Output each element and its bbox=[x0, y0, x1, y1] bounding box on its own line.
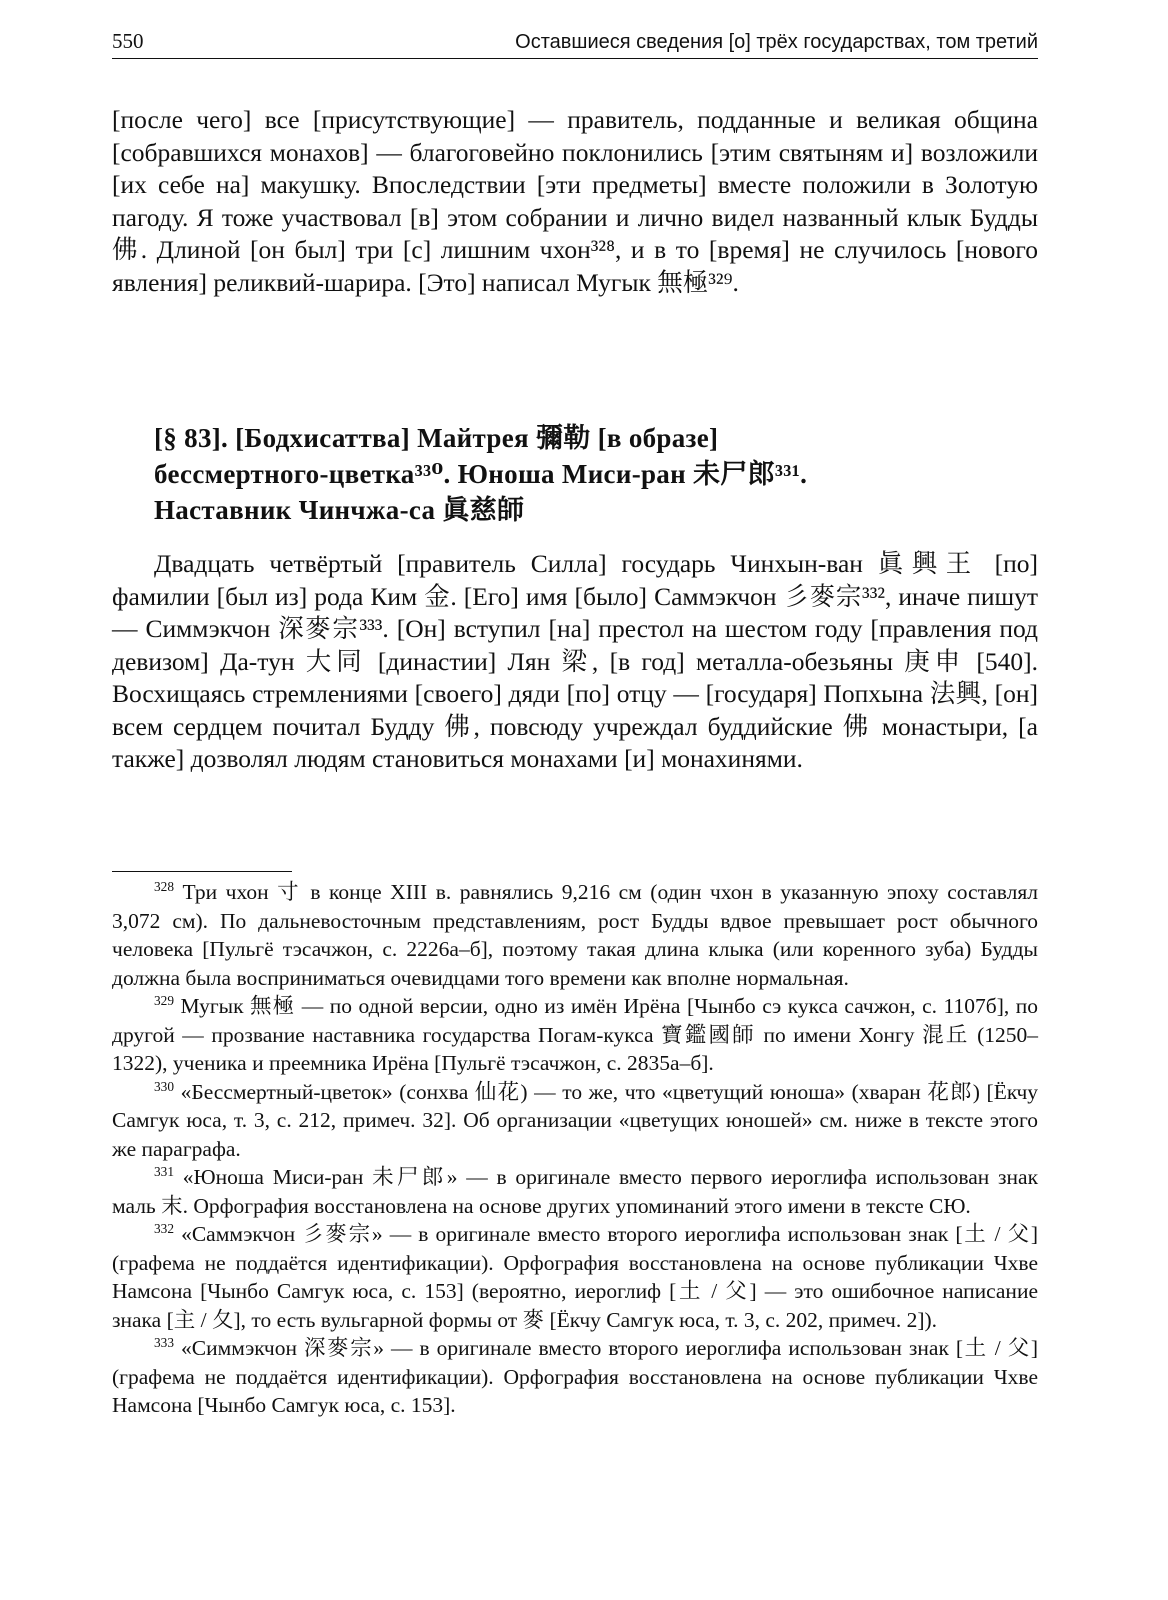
footnote-rule bbox=[112, 871, 292, 872]
footnote-text: «Симмэкчон 深麥宗» — в оригинале вместо второго иероглифа использован знак [土 / 父] (графема не поддаётся идентификации). Орфография восстановлена на основе публикации Чхве Намсона [Чынбо Самгук юса, с. 153]. bbox=[112, 1336, 1039, 1417]
page-number: 550 bbox=[112, 29, 144, 53]
footnote-332 bbox=[112, 1220, 1038, 1334]
footnote-331 bbox=[112, 1163, 1038, 1220]
footnote-text: Три чхон 寸 в конце XIII в. равнялись 9,216 см (один чхон в указанную эпоху составлял 3,072 см). По дальневосточным представлениям, рост Будды вдвое превышает рост обычного человека [Пульгё тэсачжон, с. 2226а–б], поэтому такая длина клыка (или коренного зуба) Будды должна была восприниматься очевидцами того времени как вполне нормальная. bbox=[112, 880, 1038, 990]
footnote-number: 332 bbox=[154, 1220, 174, 1236]
footnote-330 bbox=[112, 1078, 1038, 1164]
footnote-number: 333 bbox=[154, 1334, 174, 1350]
page bbox=[112, 28, 1039, 1417]
running-head bbox=[112, 28, 1038, 59]
section-heading bbox=[154, 420, 1038, 528]
footnote-text: Мугык 無極 — по одной версии, одно из имён Ирёна [Чынбо сэ кукса сачжон, с. 1107б], по другой — прозвание наставника государства Погам-кукса 寶鑑國師 по имени Хонгу 混丘 (1250–1322), ученика и преемника Ирёна [Пульгё тэсачжон, с. 2835а–б]. bbox=[112, 994, 1038, 1075]
paragraph-main: Двадцать четвёртый [правитель Силла] государь Чинхын-ван 眞興王 [по] фамилии [был из] рода Ким 金. [Его] имя [было] Саммэкчон 彡麥宗³³², иначе пишут — Симмэкчон 深麥宗³³³. [Он] вступил [на] престол на шестом году [правления под девизом] Да-тун 大同 [династии] Лян 梁, [в год] металла-обезьяны 庚申 [540]. Восхищаясь стремлениями [своего] дяди [по] отцу — [государя] Попхына 法興, [он] всем сердцем почитал Будду 佛, повсюду учреждал буддийские 佛 монастыри, [а также] дозволял людям становиться монахами [и] монахинями. bbox=[112, 549, 1038, 773]
footnote-333 bbox=[112, 1334, 1038, 1420]
footnote-text: «Юноша Миси-ран 未尸郎» — в оригинале вместо первого иероглифа использован знак маль 末. Орфография восстановлена на основе других упоминаний этого имени в тексте СЮ. bbox=[112, 1165, 1039, 1218]
footnotes bbox=[112, 878, 1038, 1420]
heading-line-3: Наставник Чинчжа-са 眞慈師 bbox=[154, 495, 525, 525]
running-title: Оставшиеся сведения [о] трёх государствах, том третий bbox=[515, 31, 1038, 53]
paragraph-continued: [после чего] все [присутствующие] — правитель, подданные и великая община [собравшихся монахов] — благоговейно поклонились [этим святыням и] возложили [их себе на] макушку. Впоследствии [эти предметы] вместе положили в Золотую пагоду. Я тоже участвовал [в] этом собрании и лично видел названный клык Будды 佛. Длиной [он был] три [с] лишним чхон³²⁸, и в то [время] не случилось [нового явления] реликвий-шарира. [Это] написал Мугык 無極³²⁹. bbox=[112, 105, 1038, 297]
footnote-329 bbox=[112, 992, 1038, 1078]
heading-line-2: бессмертного-цветка³³⁰. Юноша Миси-ран 未尸郎³³¹. bbox=[154, 459, 808, 489]
footnote-text: «Бессмертный-цветок» (сонхва 仙花) — то же, что «цветущий юноша» (хваран 花郎) [Ёкчу Самгук юса, т. 3, с. 212, примеч. 32]. Об организации «цветущих юношей» см. ниже в тексте этого же параграфа. bbox=[112, 1079, 1039, 1161]
footnote-text: «Саммэкчон 彡麥宗» — в оригинале вместо второго иероглифа использован знак [土 / 父] (графема не поддаётся идентификации). Орфография восстановлена на основе публикации Чхве Намсона [Чынбо Самгук юса, с. 153] (вероятно, иероглиф [土 / 父] — это ошибочное написание знака [主 / 夂], то есть вульгарной формы от 麥 [Ёкчу Самгук юса, т. 3, с. 202, примеч. 2]). bbox=[112, 1222, 1038, 1332]
footnote-328 bbox=[112, 878, 1038, 992]
footnote-number: 331 bbox=[154, 1163, 174, 1179]
footnote-number: 330 bbox=[154, 1078, 174, 1094]
footnote-number: 328 bbox=[154, 878, 174, 894]
heading-line-1: [§ 83]. [Бодхисаттва] Майтрея 彌勒 [в образе] bbox=[154, 423, 719, 453]
footnote-number: 329 bbox=[154, 992, 174, 1008]
